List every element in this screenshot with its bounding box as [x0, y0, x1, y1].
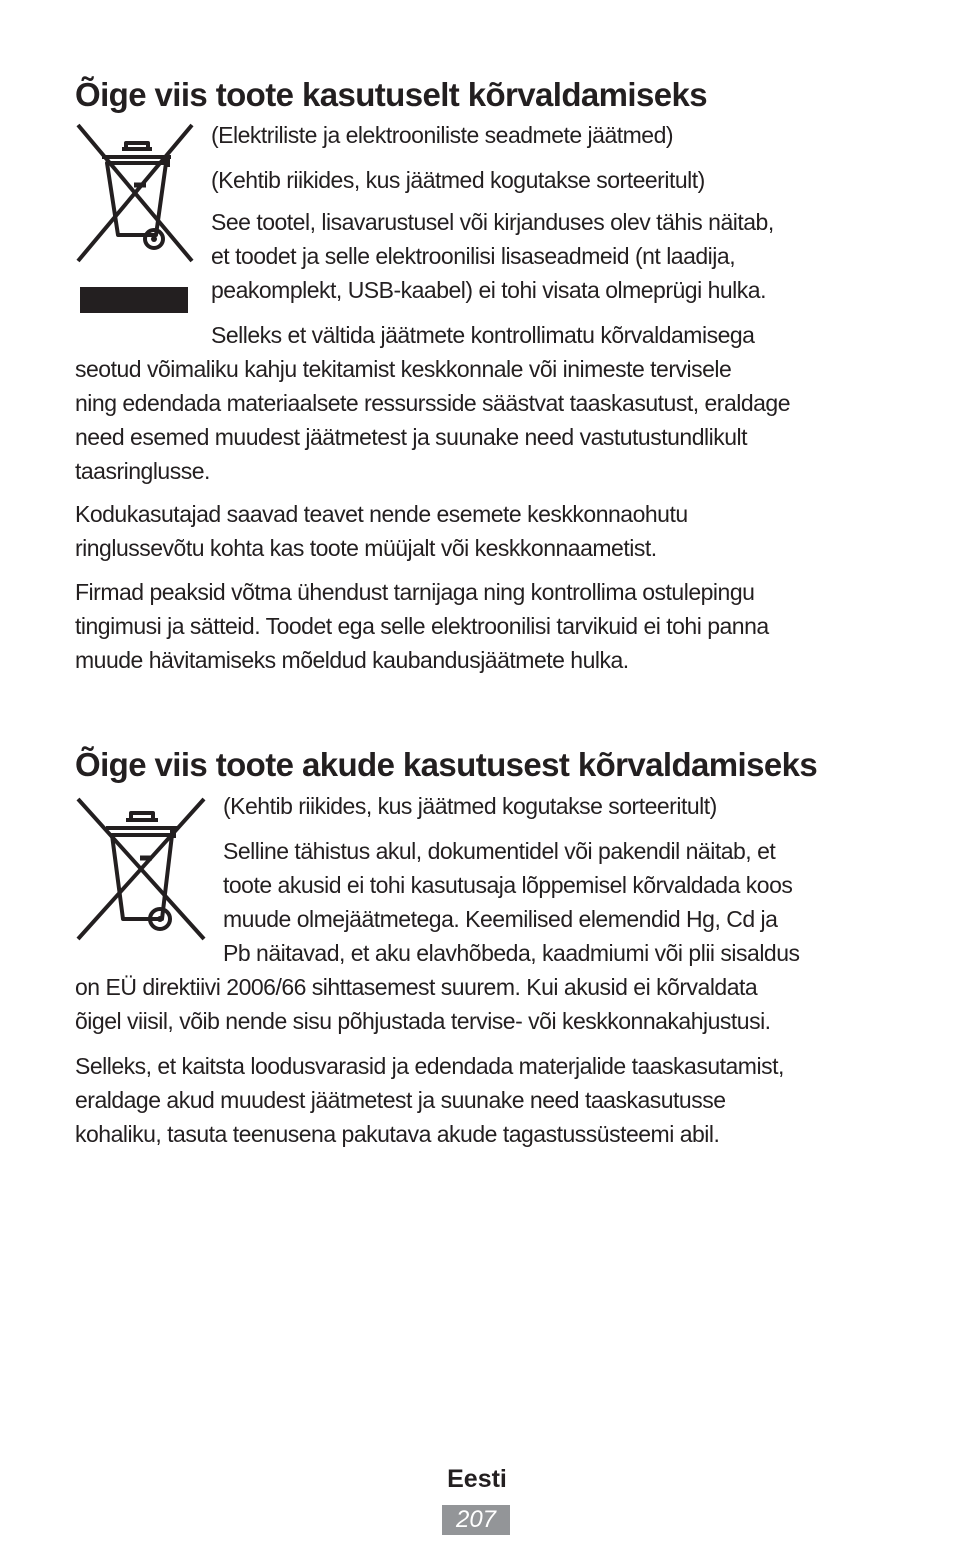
paragraph-applicability: (Kehtib riikides, kus jäätmed kogutakse sorteeritult) [211, 167, 705, 193]
paragraph-battery-marking: Selline tähistus akul, dokumentidel või pakendil näitab, et toote akusid ei tohi kasutusaja lõppemisel kõrvaldada koos muude olmejäätmetega. Keemilised elemendid Hg, Cd ja Pb näitavad, et aku elavhõbeda, kaadmiumi või plii sisaldus on EÜ direktiivi 2006/66 sihttasemest suurem. Kui akusid ei kõrvaldata õigel viisil, võib nende sisu põhjustada tervise- või keskkonnakahjustusi. [75, 838, 800, 1034]
paragraph-business-users: Firmad peaksid võtma ühendust tarnijaga ning kontrollima ostulepingu tingimusi ja sätteid. Toodet ega selle elektroonilisi tarvikuid ei tohi panna muude hävitamiseks mõeldud kaubandusjäätmete hulka. [75, 579, 769, 673]
paragraph-battery-recycling: Selleks, et kaitsta loodusvarasid ja edendada materjalide taaskasutamist, eraldage akud muudest jäätmetest ja suunake need taaskasutusse kohaliku, tasuta teenusena pakutava akude tagastussüsteemi abil. [75, 1053, 784, 1147]
paragraph-weee: (Elektriliste ja elektrooniliste seadmete jäätmed) [211, 122, 674, 148]
paragraph-household-users: Kodukasutajad saavad teavet nende esemete keskkonnaohutu ringlussevõtu kohta kas toote müüjalt või keskkonnaametist. [75, 501, 688, 561]
page-number-badge: 207 [442, 1505, 510, 1535]
paragraph-marking-meaning: See tootel, lisavarustusel või kirjanduses olev tähis näitab, et toodet ja selle elektroonilisi lisaseadmeid (nt laadija, peakomplekt, USB-kaabel) ei tohi visata olmeprügi hulka. [211, 209, 774, 303]
paragraph-environment: Selleks et vältida jäätmete kontrollimatu kõrvaldamisega seotud võimaliku kahju tekitamist keskkonnale või inimeste tervisele ning edendada materiaalsete ressursside säästvat taaskasutust, eraldage need esemed muudest jäätmetest ja suunake need vastutustundlikult taasringlusse. [75, 322, 791, 484]
section-title-product-disposal: Õige viis toote kasutuselt kõrvaldamiseks [75, 76, 708, 113]
section-title-battery-disposal: Õige viis toote akude kasutusest kõrvaldamiseks [75, 746, 818, 783]
paragraph-applicability-battery: (Kehtib riikides, kus jäätmed kogutakse sorteeritult) [223, 793, 717, 819]
footer-language: Eesti [447, 1465, 507, 1493]
